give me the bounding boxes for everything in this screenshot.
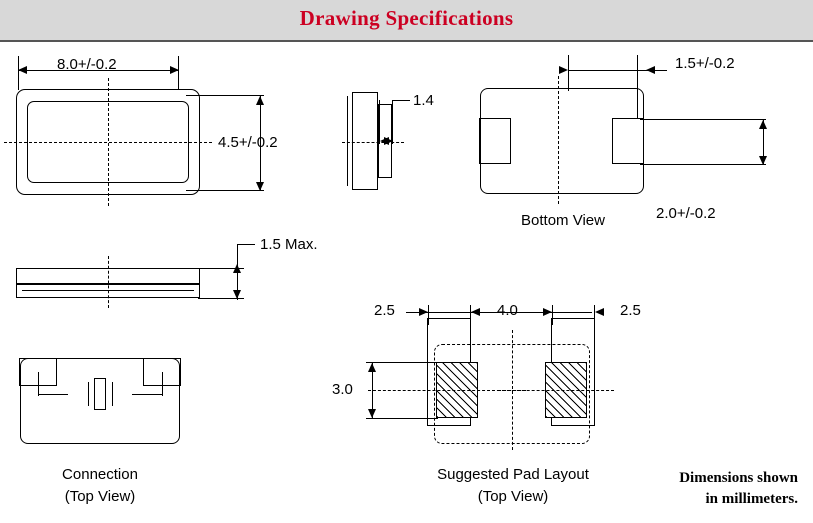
dim-label-pad-gap: 4.0 — [497, 302, 518, 319]
leader-line-1-4 — [392, 100, 410, 101]
arrowhead-down — [256, 182, 264, 191]
side-body — [352, 92, 378, 190]
arrowhead-up — [233, 264, 241, 273]
caption-connection-line1: Connection — [62, 466, 138, 483]
arrowhead-gap-right — [543, 308, 552, 316]
ext-line-bottom — [366, 418, 438, 419]
pad-right-drop — [162, 372, 163, 396]
dim-label-pad-right: 2.5 — [620, 302, 641, 319]
arrowhead-right — [559, 66, 568, 74]
ext-line-left — [568, 55, 569, 91]
plate-right — [112, 382, 113, 406]
caption-connection-line2: (Top View) — [64, 488, 136, 505]
arrowhead-right-in — [595, 308, 604, 316]
dim-label-pad-width: 1.5+/-0.2 — [675, 55, 735, 72]
page-title: Drawing Specifications — [299, 6, 514, 30]
profile-centerline — [108, 256, 109, 308]
caption-pad-layout-line1: Suggested Pad Layout — [437, 466, 589, 483]
header-divider — [0, 40, 813, 42]
pad-left — [479, 118, 511, 164]
side-left-edge — [347, 96, 348, 186]
ext-line-right — [637, 55, 638, 119]
footnote-line1: Dimensions shown — [679, 470, 798, 486]
ext-line-1 — [428, 305, 429, 325]
arrowhead-up — [759, 120, 767, 129]
side-centerline — [342, 142, 404, 143]
dim-label-max-height: 1.5 Max. — [260, 236, 318, 253]
dim-line-pad-width — [568, 70, 638, 71]
arrowhead-down — [368, 409, 376, 418]
arrowhead-gap-left — [471, 308, 480, 316]
caption-bottom-view: Bottom View — [521, 212, 605, 229]
dim-label-pad-height: 2.0+/-0.2 — [656, 205, 716, 222]
arrowhead-left — [18, 66, 27, 74]
footnote-line2: in millimeters. — [705, 491, 798, 507]
arrowhead-up — [256, 96, 264, 105]
arrowhead-left — [646, 66, 655, 74]
crystal-body — [94, 378, 106, 410]
dim-label-height: 4.5+/-0.2 — [218, 134, 278, 151]
leader-line-max — [237, 244, 255, 245]
lead-left — [38, 394, 68, 395]
ext-line-3 — [552, 305, 553, 325]
dim-label-thickness: 1.4 — [413, 92, 434, 109]
ext-line-bottom — [186, 190, 264, 191]
caption-pad-layout-line2: (Top View) — [477, 488, 549, 505]
centerline-vertical — [108, 78, 109, 206]
dim-label-pad-left: 2.5 — [374, 302, 395, 319]
ext-line-top — [640, 119, 766, 120]
ext-line-top — [366, 362, 438, 363]
arrowhead-down — [759, 156, 767, 165]
plate-left — [88, 382, 89, 406]
pad-right — [612, 118, 644, 164]
arrowhead-left-in — [419, 308, 428, 316]
ext-line-v — [237, 244, 238, 264]
dim-label-pad-height: 3.0 — [332, 381, 353, 398]
arrowhead-up — [368, 363, 376, 372]
lead-right — [132, 394, 162, 395]
ext-line-bottom — [640, 164, 766, 165]
arrowhead-down — [233, 290, 241, 299]
pad-centerline-row — [368, 390, 614, 391]
arrowhead-right — [170, 66, 179, 74]
bottom-centerline-vertical — [558, 76, 559, 204]
ext-line-top — [186, 95, 264, 96]
arrowhead-right — [384, 137, 393, 145]
dim-label-width: 8.0+/-0.2 — [57, 56, 117, 73]
pad-left-drop — [38, 372, 39, 396]
